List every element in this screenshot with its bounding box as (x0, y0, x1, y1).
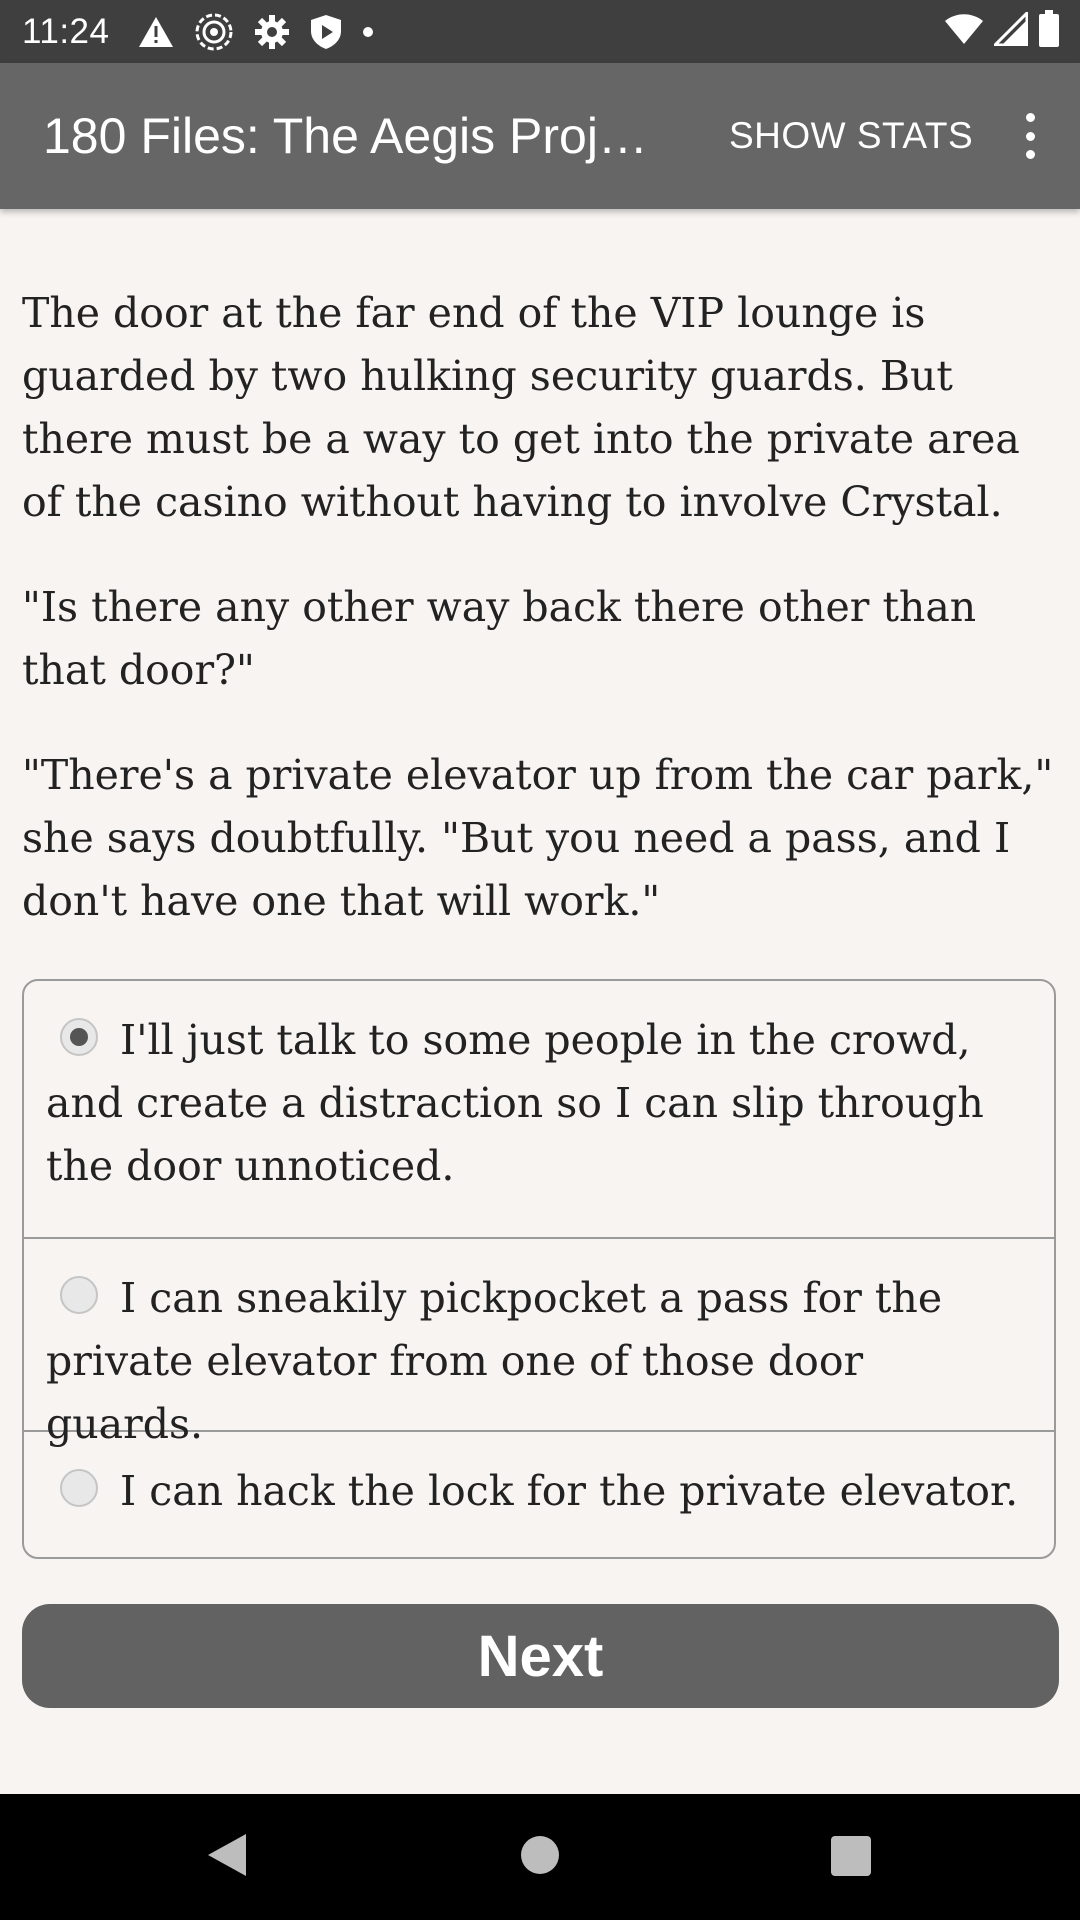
app-bar (0, 63, 1080, 209)
choice-list (22, 979, 1056, 1559)
choice-option-1[interactable] (24, 981, 1054, 1239)
choice-option-2[interactable] (24, 1239, 1054, 1448)
radar-icon (194, 12, 234, 52)
choice-label: I can sneakily pickpocket a pass for the private elevator from one of those door guards. (46, 1274, 943, 1448)
gear-icon (254, 14, 290, 50)
back-icon[interactable] (206, 1832, 248, 1883)
show-stats-button[interactable]: SHOW STATS (729, 115, 974, 156)
choice-label: I'll just talk to some people in the crowd, and create a distraction so I can slip through the door unnoticed. (46, 1016, 984, 1190)
navigation-bar (0, 1794, 1080, 1920)
story-paragraph: The door at the far end of the VIP lounge is guarded by two hulking security guards. But there must be a way to get into the private area of the casino without having to involve Crystal. (22, 289, 1020, 526)
wifi-icon (944, 13, 984, 50)
warning-icon (138, 16, 174, 48)
story-paragraph: "Is there any other way back there other than that door?" (22, 583, 977, 694)
battery-icon (1038, 10, 1060, 53)
system-icons (944, 0, 1060, 63)
story-text (22, 282, 1058, 975)
story-paragraph: "There's a private elevator up from the car park," she says doubtfully. "But you need a pass, and I don't have one that will work." (22, 751, 1054, 925)
radio-selected-icon[interactable] (60, 1018, 98, 1056)
recents-icon[interactable] (831, 1836, 871, 1876)
dot-icon (362, 26, 374, 38)
radio-unselected-icon[interactable] (60, 1469, 98, 1507)
app-title: 180 Files: The Aegis Proj… (43, 108, 648, 164)
home-icon[interactable] (521, 1836, 559, 1874)
status-time: 11:24 (22, 11, 110, 51)
more-vert-icon[interactable] (1018, 113, 1042, 159)
shield-icon (310, 14, 342, 50)
status-bar (0, 0, 1080, 63)
radio-unselected-icon[interactable] (60, 1276, 98, 1314)
cell-signal-icon (994, 12, 1028, 51)
notification-icons (138, 12, 374, 52)
next-button[interactable]: Next (22, 1604, 1059, 1708)
choice-label: I can hack the lock for the private elevator. (120, 1467, 1019, 1515)
